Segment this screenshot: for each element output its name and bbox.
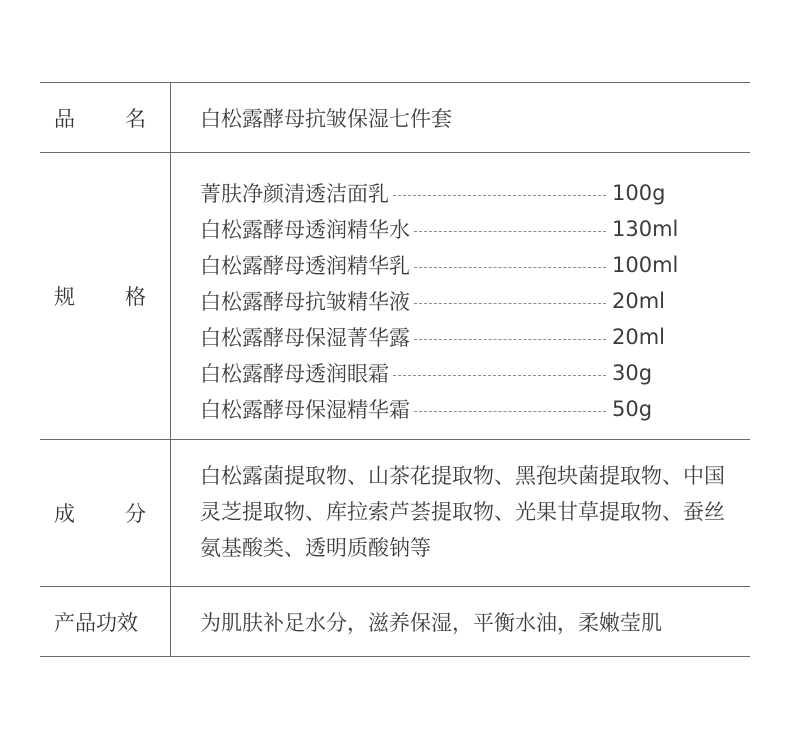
dotted-leader bbox=[414, 303, 606, 304]
spec-item bbox=[200, 283, 674, 319]
ingredients-row bbox=[40, 440, 750, 587]
product-spec-table bbox=[40, 82, 750, 657]
spec-item-quantity: 100g bbox=[612, 181, 666, 205]
dotted-leader bbox=[393, 195, 606, 196]
spec-item-quantity: 50g bbox=[612, 397, 653, 421]
spec-item-name: 白松露酵母透润眼霜 bbox=[200, 362, 389, 386]
product-name-value: 白松露酵母抗皱保湿七件套 bbox=[200, 106, 452, 131]
efficacy-label: 产品功效 bbox=[40, 587, 171, 656]
spec-item-quantity: 130ml bbox=[612, 217, 679, 241]
label-char: 规 bbox=[54, 285, 75, 309]
label-char: 格 bbox=[125, 285, 146, 309]
spec-item bbox=[200, 175, 674, 211]
spec-item bbox=[200, 391, 674, 427]
spec-item-name: 菁肤净颜清透洁面乳 bbox=[200, 182, 389, 206]
spec-item bbox=[200, 319, 674, 355]
efficacy-row bbox=[40, 587, 750, 657]
label-char: 品 bbox=[54, 106, 75, 131]
spec-item-name: 白松露酵母抗皱精华液 bbox=[200, 290, 410, 314]
dotted-leader bbox=[414, 411, 606, 412]
spec-item-quantity: 20ml bbox=[612, 289, 666, 313]
dotted-leader bbox=[414, 267, 606, 268]
spec-item bbox=[200, 211, 679, 247]
label-char: 分 bbox=[125, 502, 146, 526]
ingredients-value: 白松露菌提取物、山茶花提取物、黑孢块菌提取物、中国灵芝提取物、库拉索芦荟提取物、光果甘草提取物、蚕丝氨基酸类、透明质酸钠等 bbox=[200, 464, 725, 560]
spec-item-quantity: 100ml bbox=[612, 253, 679, 277]
specification-label bbox=[40, 153, 171, 439]
efficacy-value: 为肌肤补足水分，滋养保湿，平衡水油，柔嫩莹肌 bbox=[200, 610, 662, 635]
spec-item-quantity: 30g bbox=[612, 361, 653, 385]
spec-item bbox=[200, 247, 679, 283]
specification-row bbox=[40, 153, 750, 440]
specification-list bbox=[171, 153, 750, 439]
spec-item-name: 白松露酵母透润精华水 bbox=[200, 218, 410, 242]
spec-item bbox=[200, 355, 674, 391]
spec-item-name: 白松露酵母透润精华乳 bbox=[200, 254, 410, 278]
label-char: 名 bbox=[125, 106, 146, 131]
ingredients-label bbox=[40, 440, 171, 586]
spec-item-quantity: 20ml bbox=[612, 325, 666, 349]
label-char: 成 bbox=[54, 502, 75, 526]
dotted-leader bbox=[414, 339, 606, 340]
spec-item-name: 白松露酵母保湿精华霜 bbox=[200, 398, 410, 422]
product-name-label bbox=[40, 83, 171, 152]
spec-item-name: 白松露酵母保湿菁华露 bbox=[200, 326, 410, 350]
dotted-leader bbox=[414, 231, 606, 232]
product-name-row bbox=[40, 83, 750, 153]
dotted-leader bbox=[393, 375, 606, 376]
